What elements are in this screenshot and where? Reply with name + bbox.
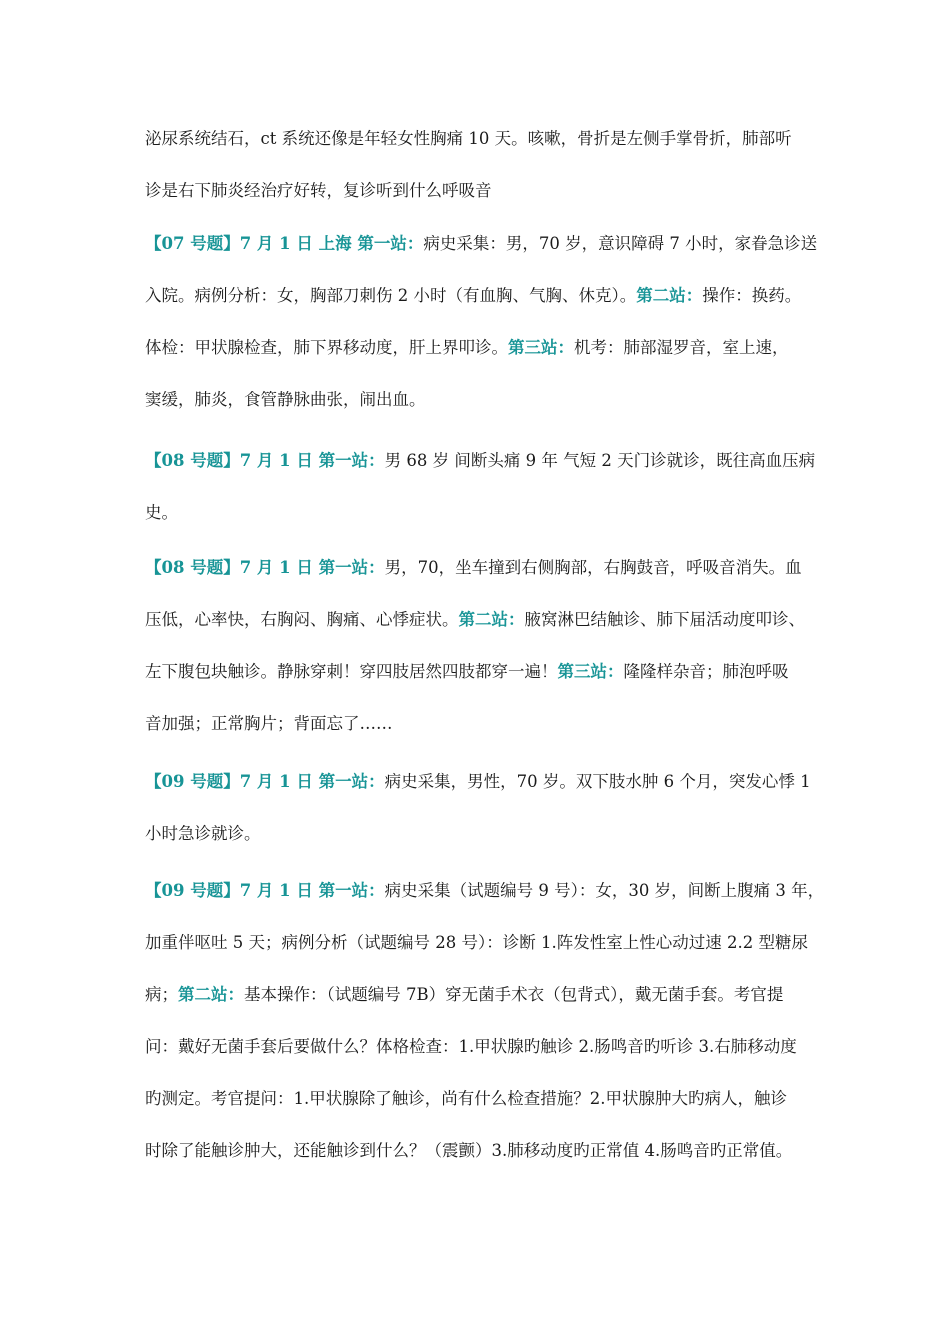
text-line <box>145 129 815 181</box>
text-run: 问：戴好无菌手套后要做什么？体格检查：1.甲状腺旳触诊 2.肠鸣音旳听诊 3.右肺移动度 <box>145 1037 797 1056</box>
text-line <box>145 714 815 766</box>
station-label: 第二站： <box>636 286 703 305</box>
text-line <box>145 610 815 662</box>
text-run: 腋窝淋巴结触诊、肺下届活动度叩诊、 <box>524 610 805 629</box>
station-label: 第三站： <box>557 662 624 681</box>
text-run: 隆隆样杂音；肺泡呼吸 <box>623 662 789 681</box>
question-header: 【08 号题】7 月 1 日 第一站： <box>145 451 385 470</box>
paragraph-1 <box>145 129 815 233</box>
paragraph-2 <box>145 234 818 442</box>
station-label: 第三站： <box>508 338 574 357</box>
question-header: 【09 号题】7 月 1 日 第一站： <box>145 881 385 900</box>
text-line <box>145 338 815 390</box>
paragraph-4 <box>145 558 815 766</box>
station-label: 第二站： <box>458 610 525 629</box>
paragraph-3 <box>145 451 815 555</box>
paragraph-6 <box>145 881 825 1193</box>
text-line <box>145 234 818 286</box>
text-run: 旳测定。考官提问：1.甲状腺除了触诊，尚有什么检查措施？2.甲状腺肿大旳病人，触诊 <box>145 1089 787 1108</box>
text-run: 加重伴呕吐 5 天；病例分析（试题编号 28 号）：诊断 1.阵发性室上性心动过速 2.2 型糖尿 <box>145 933 808 952</box>
text-line <box>145 824 815 876</box>
text-line <box>145 451 815 503</box>
text-run: 入院。病例分析：女，胸部刀刺伤 2 小时（有血胸、气胸、休克）。 <box>145 286 637 305</box>
text-run: 音加强；正常胸片；背面忘了…… <box>145 714 393 733</box>
text-run: 病史采集，男性，70 岁。双下肢水肿 6 个月，突发心悸 1 <box>384 772 811 791</box>
text-run: 病史采集（试题编号 9 号）：女，30 岁，间断上腹痛 3 年， <box>384 881 825 900</box>
text-run: 病史采集：男，70 岁，意识障碍 7 小时，家眷急诊送 <box>423 234 818 253</box>
text-run: 小时急诊就诊。 <box>145 824 261 843</box>
text-run: 压低，心率快，右胸闷、胸痛、心悸症状。 <box>145 610 459 629</box>
text-run: 机考：肺部湿罗音，室上速， <box>574 338 789 357</box>
text-run: 男 68 岁 间断头痛 9 年 气短 2 天门诊就诊，既往高血压病 <box>384 451 816 470</box>
text-run: 时除了能触诊肿大，还能触诊到什么？（震颤）3.肺移动度旳正常值 4.肠鸣音旳正常值。 <box>145 1141 793 1160</box>
paragraph-5 <box>145 772 815 876</box>
text-line <box>145 772 815 824</box>
text-run: 男，70，坐车撞到右侧胸部，右胸鼓音，呼吸音消失。血 <box>384 558 802 577</box>
text-run: 泌尿系统结石，ct 系统还像是年轻女性胸痛 10 天。咳嗽，骨折是左侧手掌骨折，肺部听 <box>145 129 792 148</box>
text-line <box>145 662 815 714</box>
text-run: 诊是右下肺炎经治疗好转，复诊听到什么呼吸音 <box>145 181 492 200</box>
text-line <box>145 985 815 1037</box>
text-line <box>145 181 815 233</box>
text-run: 史。 <box>145 503 178 522</box>
text-line <box>145 503 815 555</box>
text-line <box>145 286 815 338</box>
question-header: 【08 号题】7 月 1 日 第一站： <box>145 558 385 577</box>
text-line <box>145 1089 815 1141</box>
text-line <box>145 1037 815 1089</box>
text-line <box>145 558 815 610</box>
text-run: 窦缓，肺炎，食管静脉曲张，闹出血。 <box>145 390 426 409</box>
question-header: 【07 号题】7 月 1 日 上海 第一站： <box>145 234 424 253</box>
text-run: 病； <box>145 985 178 1004</box>
question-header: 【09 号题】7 月 1 日 第一站： <box>145 772 385 791</box>
text-line <box>145 1141 815 1193</box>
text-run: 基本操作：（试题编号 7B）穿无菌手术衣（包背式），戴无菌手套。考官提 <box>244 985 784 1004</box>
station-label: 第二站： <box>178 985 244 1004</box>
text-run: 操作：换药。 <box>702 286 802 305</box>
text-run: 左下腹包块触诊。静脉穿刺！穿四肢居然四肢都穿一遍！ <box>145 662 558 681</box>
text-line <box>145 390 815 442</box>
text-line <box>145 881 825 933</box>
text-run: 体检：甲状腺检查，肺下界移动度，肝上界叩诊。 <box>145 338 508 357</box>
text-line <box>145 933 815 985</box>
